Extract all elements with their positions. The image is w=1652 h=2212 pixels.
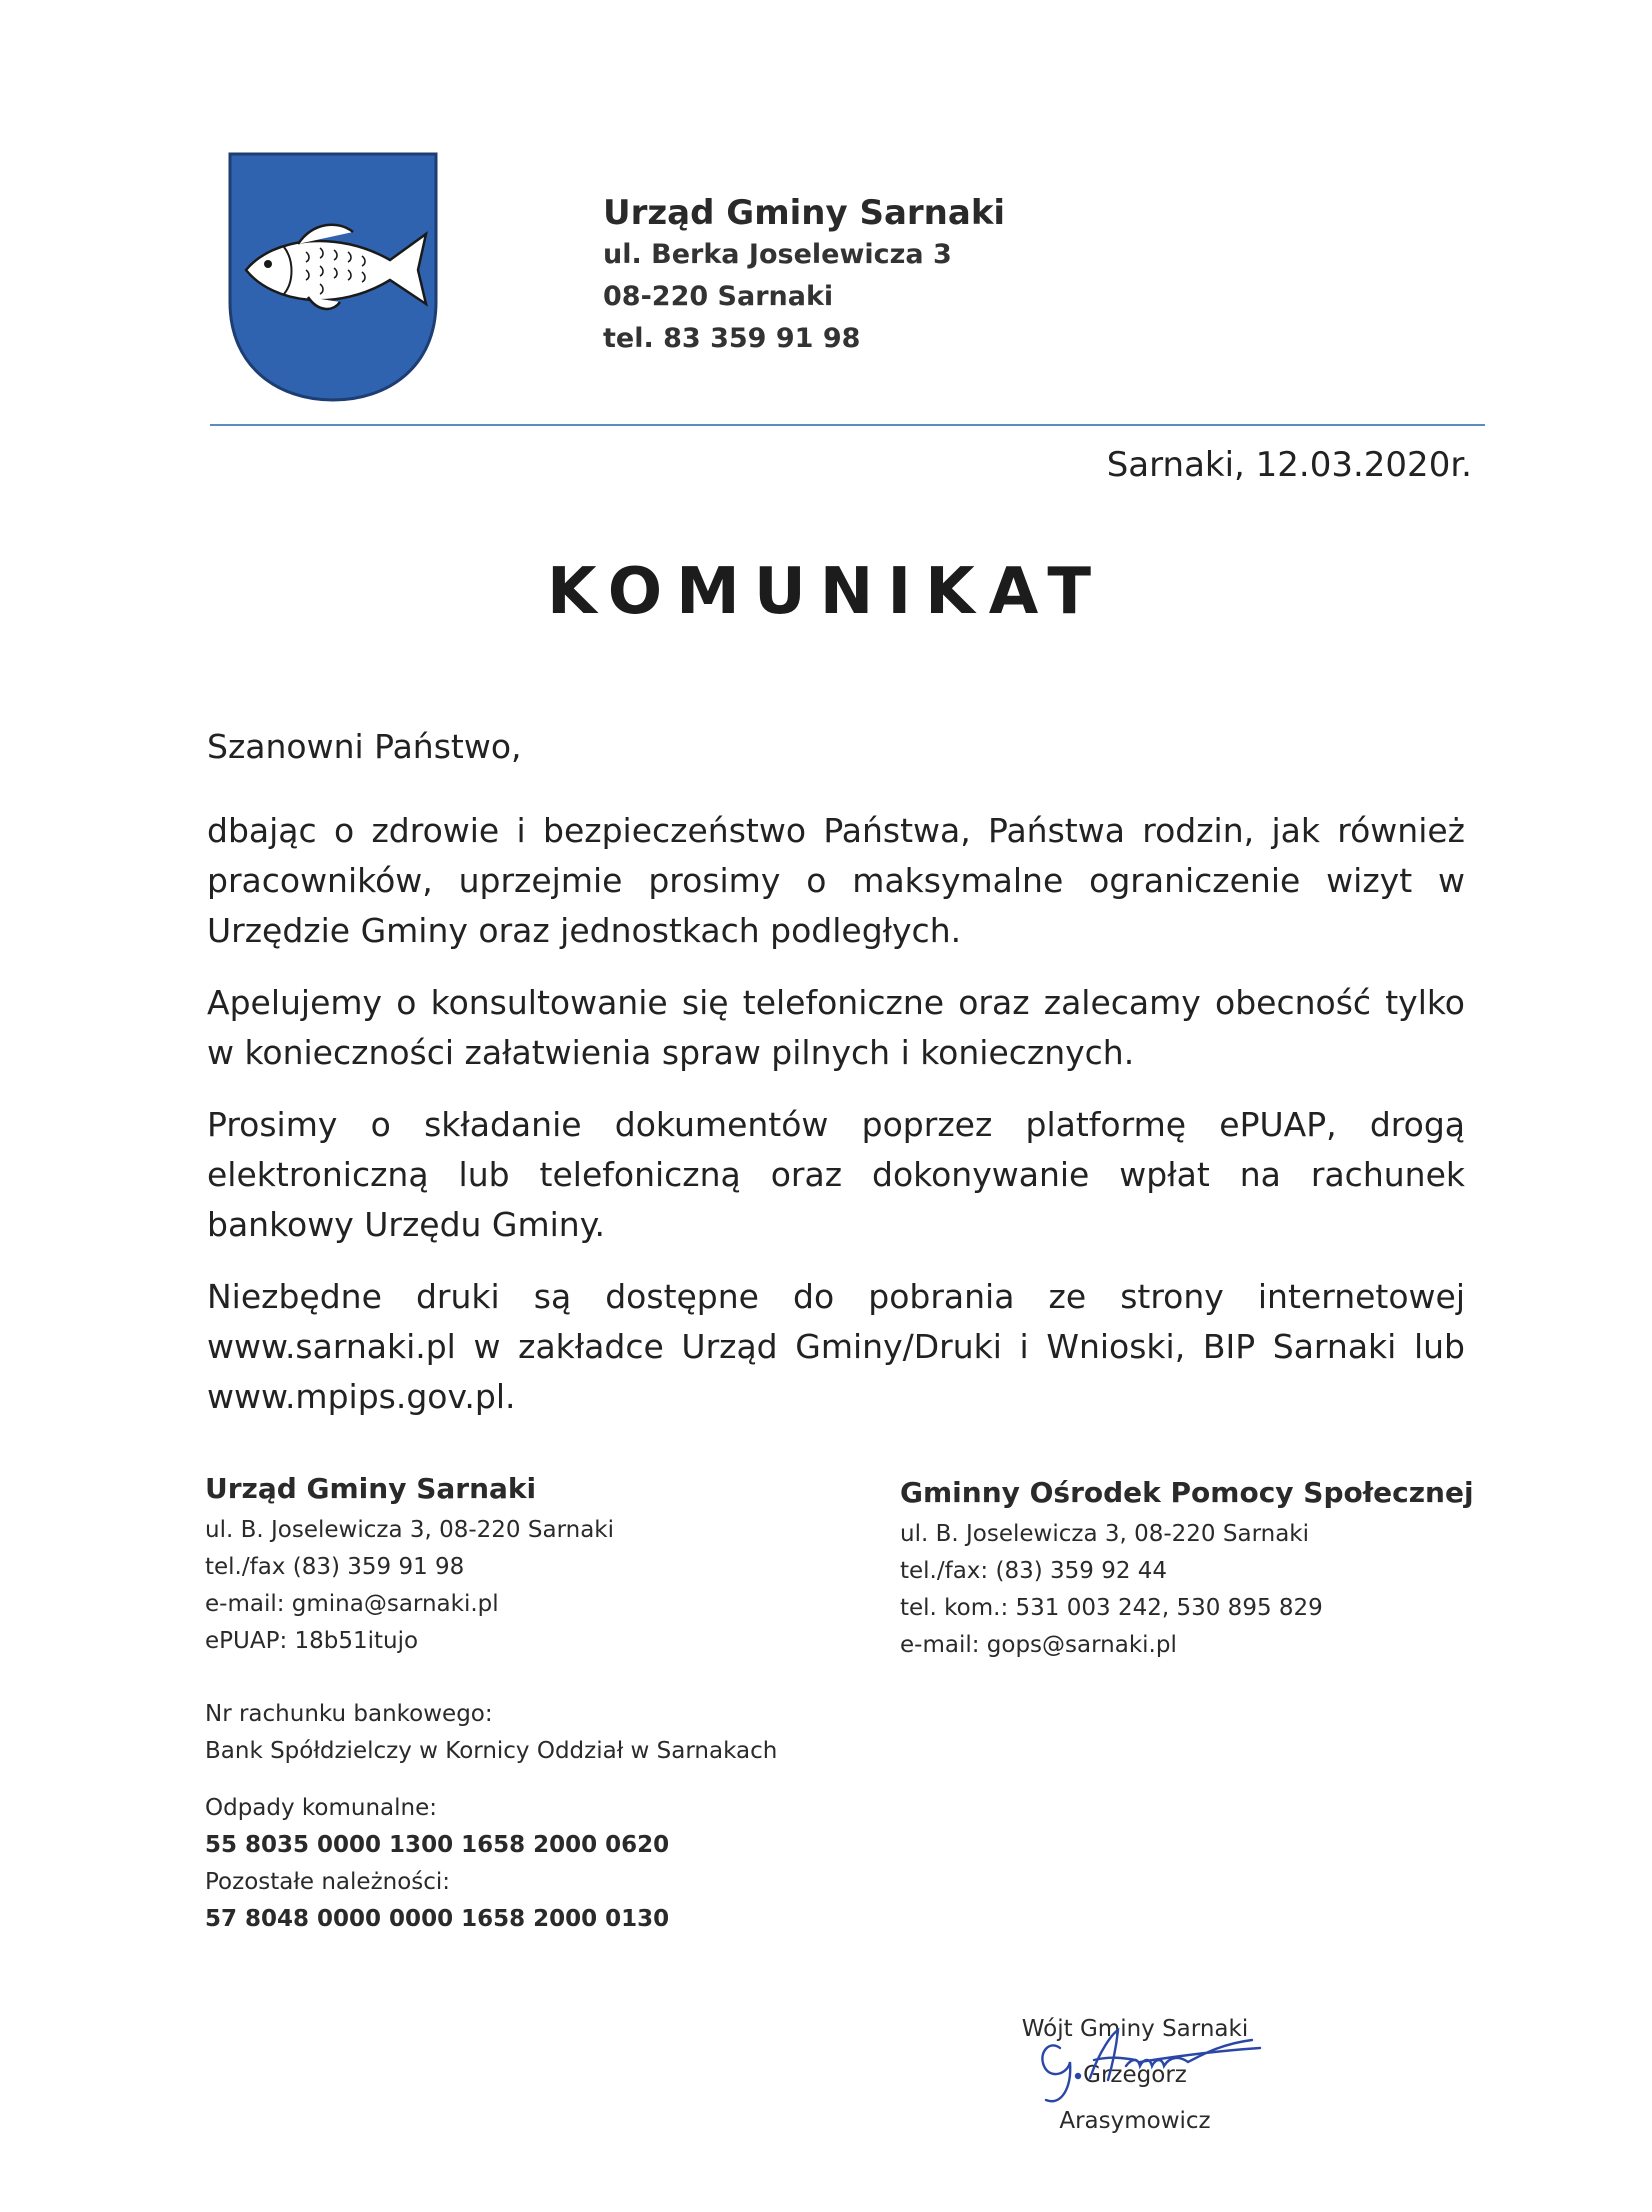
paragraph-2: Apelujemy o konsultowanie się telefoniczne oraz zalecamy obecność tylko w konieczności załatwienia spraw pilnych i koniecznych. — [207, 983, 1465, 1072]
letterhead-street: ul. Berka Joselewicza 3 — [603, 239, 952, 270]
greeting: Szanowni Państwo, — [207, 727, 522, 766]
contact-ug-email: e-mail: gmina@sarnaki.pl — [205, 1591, 499, 1617]
signatory-role: Wójt Gminy Sarnaki — [1021, 2016, 1249, 2042]
bank-accounts — [205, 1696, 777, 1938]
contact-ug-address: ul. B. Joselewicza 3, 08-220 Sarnaki — [205, 1517, 615, 1543]
letterhead-phone: tel. 83 359 91 98 — [603, 323, 861, 354]
bank-label: Nr rachunku bankowego: — [205, 1701, 493, 1727]
letterhead-city: 08-220 Sarnaki — [603, 281, 834, 312]
other-account-number: 57 8048 0000 0000 1658 2000 0130 — [205, 1906, 670, 1932]
contact-ug-phone: tel./fax (83) 359 91 98 — [205, 1554, 465, 1580]
contact-ug-epuap: ePUAP: 18b51itujo — [205, 1628, 419, 1654]
contact-gops-phone: tel./fax: (83) 359 92 44 — [900, 1558, 1168, 1584]
bank-name: Bank Spółdzielczy w Kornicy Oddział w Sarnakach — [205, 1738, 778, 1764]
paragraph-3: Prosimy o składanie dokumentów poprzez platformę ePUAP, drogą elektroniczną lub telefoniczną oraz dokonywanie wpłat na rachunek bankowy Urzędu Gminy. — [207, 1105, 1465, 1244]
signatory-name: Grzegorz Arasymowicz — [1059, 2062, 1211, 2134]
contact-gops-address: ul. B. Joselewicza 3, 08-220 Sarnaki — [900, 1521, 1310, 1547]
waste-label: Odpady komunalne: — [205, 1795, 438, 1821]
other-label: Pozostałe należności: — [205, 1869, 451, 1895]
paragraph-4: Niezbędne druki są dostępne do pobrania ze strony internetowej www.sarnaki.pl w zakładce Urząd Gminy/Druki i Wnioski, BIP Sarnaki lub www.mpips.gov.pl. — [207, 1277, 1465, 1416]
document-title: KOMUNIKAT — [547, 555, 1105, 629]
waste-account-number: 55 8035 0000 1300 1658 2000 0620 — [205, 1832, 670, 1858]
contact-gops-mobile: tel. kom.: 531 003 242, 530 895 829 — [900, 1595, 1323, 1621]
handwritten-signature — [1020, 2000, 1270, 2110]
paragraph-1: dbając o zdrowie i bezpieczeństwo Państwa, Państwa rodzin, jak również pracowników, uprzejmie prosimy o maksymalne ograniczenie wizyt w Urzędzie Gminy oraz jednostkach podległych. — [207, 811, 1465, 950]
letter-body — [207, 722, 1465, 1444]
contact-block-gops — [900, 1470, 1474, 1664]
letterhead — [603, 192, 1005, 360]
letterhead-org-name: Urząd Gminy Sarnaki — [603, 193, 1006, 233]
contact-block-ug — [205, 1466, 614, 1660]
coat-of-arms-crest — [228, 152, 438, 402]
contact-gops-name: Gminny Ośrodek Pomocy Społecznej — [900, 1476, 1474, 1509]
contact-gops-email: e-mail: gops@sarnaki.pl — [900, 1632, 1177, 1658]
header-divider — [210, 424, 1485, 426]
document-date: Sarnaki, 12.03.2020r. — [1106, 445, 1472, 485]
contact-ug-name: Urząd Gminy Sarnaki — [205, 1472, 537, 1505]
